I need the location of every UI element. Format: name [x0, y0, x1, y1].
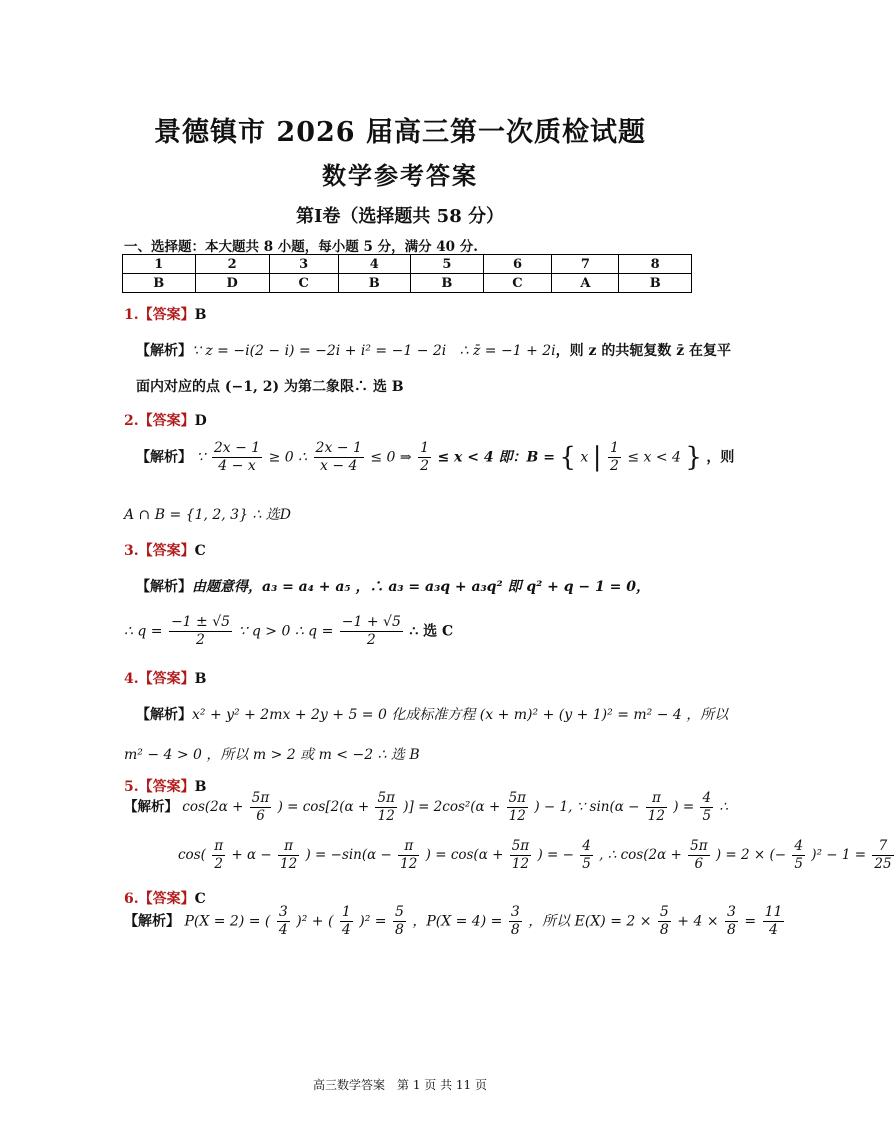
denominator: 12 — [508, 808, 526, 824]
numerator: 3 — [510, 904, 520, 920]
numerator: 4 — [702, 790, 712, 806]
fraction — [340, 614, 403, 649]
numerator: −1 + √5 — [341, 614, 401, 630]
table-cell: B — [123, 274, 196, 293]
q5-analysis-line-2 — [178, 838, 896, 873]
numerator: 5π — [377, 790, 395, 806]
q4-analysis-line — [136, 704, 728, 724]
numerator: 2x − 1 — [213, 440, 261, 456]
math-text: ) = — [673, 799, 695, 815]
answer-table-answer-row — [123, 274, 692, 293]
answer-value: B — [194, 671, 207, 687]
denominator: 12 — [279, 856, 298, 872]
q2-analysis-line — [136, 440, 734, 475]
numerator: 5π — [690, 838, 708, 854]
table-cell: B — [338, 274, 411, 293]
denominator: 5 — [582, 856, 591, 872]
math-text: ∴ — [719, 799, 728, 815]
page-subtitle: 数学参考答案 — [322, 161, 478, 190]
math-text: ∵ q > 0 ∴ q = — [238, 623, 334, 640]
math-text: ，则 — [706, 449, 735, 466]
numerator: π — [646, 790, 667, 808]
denominator: x − 4 — [319, 458, 358, 474]
q4-answer-line — [124, 668, 206, 688]
q2-conclusion: A ∩ B = {1, 2, 3} ∴ 选D — [124, 507, 292, 523]
answer-table — [122, 254, 692, 293]
table-cell: 1 — [123, 255, 196, 274]
answer-table-number-row — [123, 255, 692, 274]
fraction — [509, 904, 522, 939]
fraction — [580, 838, 593, 873]
denominator: 12 — [377, 808, 395, 824]
denominator: 2 — [366, 632, 376, 648]
numerator: 4 — [582, 838, 591, 854]
denominator: 25 — [874, 856, 892, 872]
denominator: 4 — [278, 922, 288, 938]
numerator: 5 — [659, 904, 669, 920]
q3-step-1: 由题意得，a₃ = a₄ + a₅ ，∴ a₃ = a₃q + a₃q² 即 q² + q − 1 = 0， — [192, 579, 650, 595]
question-number: 1. — [124, 307, 139, 323]
denominator: 2 — [214, 856, 223, 872]
table-cell: D — [195, 274, 269, 293]
q1-answer-line — [124, 304, 206, 324]
analysis-label: 【解析】 — [124, 913, 180, 930]
denominator: 12 — [647, 808, 665, 824]
fraction — [169, 614, 232, 649]
numerator: 5 — [394, 904, 404, 920]
q4-step-1: x² + y² + 2mx + 2y + 5 = 0 化成标准方程 (x + m)² + (y + 1)² = m² − 4 ，所以 — [192, 707, 729, 723]
brace-open-icon: { — [559, 442, 576, 473]
answer-label: 【答案】 — [138, 307, 195, 323]
table-cell: 3 — [269, 255, 338, 274]
fraction — [212, 838, 225, 873]
denominator: 4 — [769, 922, 778, 938]
numerator: −1 ± √5 — [170, 614, 231, 630]
q1-analysis-line — [136, 340, 731, 360]
denominator: 2 — [609, 458, 619, 474]
denominator: 12 — [400, 856, 418, 872]
fraction — [375, 790, 396, 825]
table-cell: 8 — [619, 255, 692, 274]
answer-label: 【答案】 — [138, 413, 195, 429]
math-text: ∵ — [196, 449, 206, 466]
numerator: π — [214, 838, 224, 854]
divider-bar-icon: | — [592, 442, 602, 473]
table-cell: 7 — [552, 255, 619, 274]
numerator: 5π — [251, 790, 270, 806]
q4-conclusion: m² − 4 > 0 ，所以 m > 2 或 m < −2 ∴ 选 B — [124, 747, 420, 763]
fraction — [872, 838, 893, 873]
denominator: 6 — [256, 808, 265, 824]
math-text: ) = −sin(α − — [305, 847, 392, 863]
fraction — [418, 440, 431, 475]
section-heading: 一、选择题：本大题共 8 小题，每小题 5 分，满分 40 分. — [124, 239, 478, 255]
q3-conclusion — [124, 614, 453, 649]
page-footer: 高三数学答案 第 1 页 共 11 页 — [313, 1078, 487, 1092]
math-text: ) − 1, ∵ sin(α − — [534, 799, 640, 815]
table-cell: B — [619, 274, 692, 293]
table-cell: A — [552, 274, 619, 293]
math-text: ，P(X = 4) = — [412, 913, 503, 930]
numerator: 7 — [872, 838, 893, 856]
answer-label: 【答案】 — [138, 543, 195, 559]
denominator: 5 — [794, 856, 803, 872]
analysis-label: 【解析】 — [136, 579, 192, 595]
q1-conclusion: 面内对应的点 (−1, 2) 为第二象限∴ 选 B — [136, 379, 404, 395]
denominator: 2 — [196, 632, 205, 648]
fraction — [688, 838, 709, 873]
numerator: 4 — [794, 838, 803, 854]
table-cell: 5 — [411, 255, 484, 274]
math-text: cos(2α + — [182, 799, 244, 815]
fraction — [212, 440, 262, 475]
math-text: ≥ 0 ∴ — [268, 449, 308, 466]
numerator: π — [278, 838, 299, 856]
math-text: ) = 2 × (− — [715, 847, 787, 863]
numerator: 3 — [727, 904, 736, 920]
brace-close-icon: } — [685, 442, 702, 473]
math-text: , ∴ cos(2α + — [599, 847, 682, 863]
answer-value: B — [194, 779, 207, 795]
fraction — [725, 904, 738, 939]
analysis-label: 【解析】 — [124, 799, 178, 815]
q3-answer-line — [124, 540, 206, 560]
page-title: 景德镇市 2026 届高三第一次质检试题 — [154, 117, 646, 148]
q1-step-2: ∴ z̄ = −1 + 2i — [459, 343, 556, 359]
denominator: 8 — [727, 922, 736, 938]
math-text: )] = 2cos²(α + — [403, 799, 501, 815]
math-text: x — [580, 449, 589, 466]
q2-answer-line — [124, 410, 207, 430]
answer-label: 【答案】 — [138, 779, 195, 795]
analysis-label: 【解析】 — [136, 449, 192, 466]
numerator: 5π — [511, 838, 530, 854]
analysis-label: 【解析】 — [136, 343, 192, 359]
fraction — [507, 790, 528, 825]
question-number: 3. — [124, 543, 139, 559]
fraction — [278, 838, 299, 873]
fraction — [792, 838, 805, 873]
denominator: 12 — [511, 856, 530, 872]
math-text: ≤ x < 4 即：B = — [437, 449, 555, 466]
numerator: 2x − 1 — [315, 440, 362, 456]
fraction — [393, 904, 406, 939]
numerator: 1 — [420, 440, 429, 456]
fraction — [340, 904, 353, 939]
math-text: )² − 1 = — [811, 847, 867, 863]
math-text: ∴ 选 C — [409, 623, 454, 640]
math-text: ≤ 0 ⇒ — [370, 449, 412, 466]
denominator: 8 — [510, 922, 520, 938]
question-number: 5. — [124, 779, 139, 795]
math-text: ∴ q = — [124, 623, 163, 640]
q1-step-3: ，则 z 的共轭复数 z̄ 在复平 — [555, 343, 732, 359]
denominator: 6 — [694, 856, 704, 872]
answer-value: B — [194, 307, 207, 323]
math-text: ) = − — [537, 847, 574, 863]
q5-analysis-line-1 — [124, 790, 728, 825]
numerator: 11 — [764, 904, 783, 920]
question-number: 6. — [124, 891, 139, 907]
table-cell: 4 — [338, 255, 411, 274]
numerator: 3 — [278, 904, 288, 920]
math-text: )² + ( — [296, 913, 334, 930]
question-number: 4. — [124, 671, 139, 687]
fraction — [314, 440, 364, 475]
math-text: ，所以 E(X) = 2 × — [528, 913, 652, 930]
math-text: ) = cos[2(α + — [277, 799, 370, 815]
question-number: 2. — [124, 413, 139, 429]
table-cell: C — [483, 274, 552, 293]
q1-step-1: ∵ z = −i(2 − i) = −2i + i² = −1 − 2i — [192, 343, 447, 359]
q3-analysis-line — [136, 576, 650, 596]
table-cell: 6 — [483, 255, 552, 274]
math-text: + α − — [231, 847, 272, 863]
denominator: 5 — [702, 808, 712, 824]
math-text: + 4 × — [677, 913, 719, 930]
numerator: 1 — [341, 904, 351, 920]
table-cell: C — [269, 274, 338, 293]
math-text: ≤ x < 4 — [627, 449, 681, 466]
math-text: cos( — [178, 847, 206, 863]
fraction — [646, 790, 667, 825]
denominator: 4 − x — [218, 458, 256, 474]
fraction — [700, 790, 713, 825]
analysis-label: 【解析】 — [136, 707, 192, 723]
fraction — [608, 440, 621, 475]
denominator: 4 — [341, 922, 351, 938]
denominator: 8 — [659, 922, 669, 938]
fraction — [763, 904, 785, 939]
table-cell: 2 — [195, 255, 269, 274]
numerator: 5π — [508, 790, 527, 806]
denominator: 2 — [420, 458, 429, 474]
answer-label: 【答案】 — [138, 891, 195, 907]
table-cell: B — [411, 274, 484, 293]
answer-value: D — [194, 413, 207, 429]
q6-analysis-line — [124, 904, 786, 939]
answer-value: C — [194, 543, 206, 559]
fraction — [398, 838, 419, 873]
fraction — [658, 904, 671, 939]
denominator: 8 — [394, 922, 404, 938]
answer-value: C — [194, 891, 206, 907]
answer-label: 【答案】 — [138, 671, 195, 687]
part-heading: 第Ⅰ卷（选择题共 58 分） — [295, 206, 504, 227]
fraction — [250, 790, 271, 825]
fraction — [277, 904, 290, 939]
math-text: ) = cos(α + — [425, 847, 504, 863]
math-text: P(X = 2) = ( — [184, 913, 271, 930]
fraction — [510, 838, 531, 873]
math-text: = — [744, 913, 757, 930]
numerator: π — [398, 838, 419, 856]
numerator: 1 — [609, 440, 619, 456]
math-text: )² = — [359, 913, 387, 930]
